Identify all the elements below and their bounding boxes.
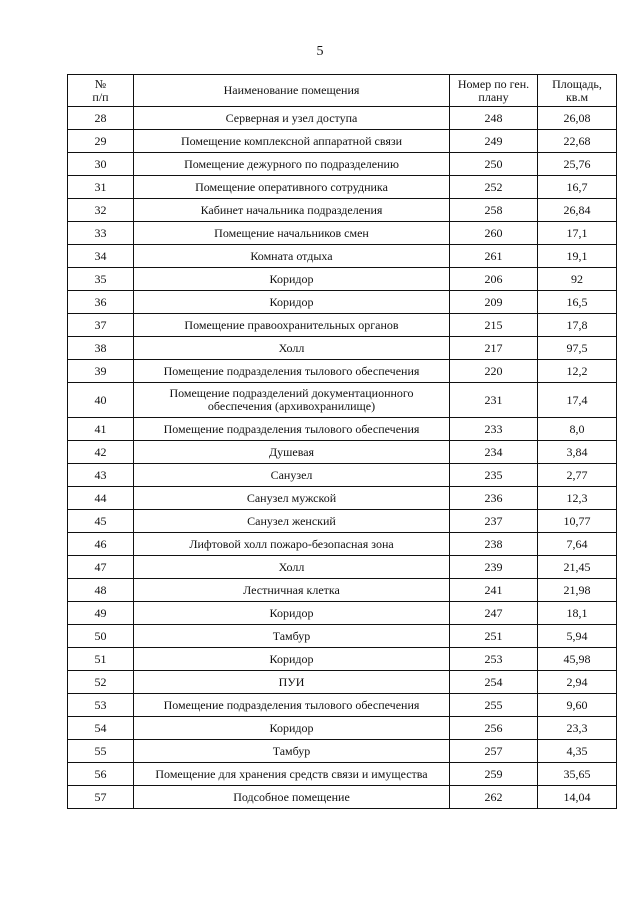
plan-number: 249 bbox=[450, 130, 538, 153]
room-name: Помещение подразделения тылового обеспечения bbox=[134, 418, 450, 441]
row-number: 36 bbox=[68, 291, 134, 314]
table-row bbox=[68, 130, 617, 153]
plan-number: 248 bbox=[450, 107, 538, 130]
room-name: Санузел женский bbox=[134, 510, 450, 533]
room-area: 92 bbox=[538, 268, 617, 291]
room-name: Душевая bbox=[134, 441, 450, 464]
row-number: 52 bbox=[68, 671, 134, 694]
table-row bbox=[68, 717, 617, 740]
room-area: 23,3 bbox=[538, 717, 617, 740]
row-number: 55 bbox=[68, 740, 134, 763]
page-number: 5 bbox=[316, 44, 324, 59]
plan-number: 252 bbox=[450, 176, 538, 199]
table-row bbox=[68, 268, 617, 291]
plan-number: 250 bbox=[450, 153, 538, 176]
header-area: Площадь, кв.м bbox=[538, 75, 617, 107]
room-area: 35,65 bbox=[538, 763, 617, 786]
row-number: 48 bbox=[68, 579, 134, 602]
table-row bbox=[68, 533, 617, 556]
room-area: 25,76 bbox=[538, 153, 617, 176]
row-number: 56 bbox=[68, 763, 134, 786]
plan-number: 239 bbox=[450, 556, 538, 579]
plan-number: 251 bbox=[450, 625, 538, 648]
plan-number: 259 bbox=[450, 763, 538, 786]
room-name: Кабинет начальника подразделения bbox=[134, 199, 450, 222]
room-area: 16,7 bbox=[538, 176, 617, 199]
table-row bbox=[68, 176, 617, 199]
room-name: Санузел мужской bbox=[134, 487, 450, 510]
room-name: Коридор bbox=[134, 268, 450, 291]
table-row bbox=[68, 694, 617, 717]
room-name: Коридор bbox=[134, 648, 450, 671]
room-area: 7,64 bbox=[538, 533, 617, 556]
room-area: 17,1 bbox=[538, 222, 617, 245]
room-area: 19,1 bbox=[538, 245, 617, 268]
table-row bbox=[68, 337, 617, 360]
room-area: 26,08 bbox=[538, 107, 617, 130]
header-room-name: Наименование помещения bbox=[134, 75, 450, 107]
row-number: 49 bbox=[68, 602, 134, 625]
row-number: 54 bbox=[68, 717, 134, 740]
plan-number: 241 bbox=[450, 579, 538, 602]
table-row bbox=[68, 786, 617, 809]
room-name: Помещение комплексной аппаратной связи bbox=[134, 130, 450, 153]
table-row bbox=[68, 418, 617, 441]
plan-number: 206 bbox=[450, 268, 538, 291]
room-area: 8,0 bbox=[538, 418, 617, 441]
table-row bbox=[68, 199, 617, 222]
plan-number: 215 bbox=[450, 314, 538, 337]
row-number: 45 bbox=[68, 510, 134, 533]
room-name: Помещение подразделения тылового обеспечения bbox=[134, 360, 450, 383]
plan-number: 257 bbox=[450, 740, 538, 763]
row-number: 44 bbox=[68, 487, 134, 510]
row-number: 43 bbox=[68, 464, 134, 487]
plan-number: 236 bbox=[450, 487, 538, 510]
room-name: Серверная и узел доступа bbox=[134, 107, 450, 130]
row-number: 33 bbox=[68, 222, 134, 245]
plan-number: 260 bbox=[450, 222, 538, 245]
room-name: Подсобное помещение bbox=[134, 786, 450, 809]
room-area: 22,68 bbox=[538, 130, 617, 153]
row-number: 50 bbox=[68, 625, 134, 648]
room-name: Помещение оперативного сотрудника bbox=[134, 176, 450, 199]
table-row bbox=[68, 763, 617, 786]
room-name: Помещение для хранения средств связи и имущества bbox=[134, 763, 450, 786]
rooms-table bbox=[67, 74, 617, 809]
plan-number: 258 bbox=[450, 199, 538, 222]
room-area: 45,98 bbox=[538, 648, 617, 671]
table-row bbox=[68, 360, 617, 383]
room-area: 9,60 bbox=[538, 694, 617, 717]
table-row bbox=[68, 740, 617, 763]
room-name: Лестничная клетка bbox=[134, 579, 450, 602]
plan-number: 247 bbox=[450, 602, 538, 625]
row-number: 30 bbox=[68, 153, 134, 176]
table-row bbox=[68, 314, 617, 337]
row-number: 42 bbox=[68, 441, 134, 464]
room-name: Помещение подразделений документационного обеспечения (архивохранилище) bbox=[134, 383, 450, 418]
table-row bbox=[68, 487, 617, 510]
room-area: 17,8 bbox=[538, 314, 617, 337]
row-number: 34 bbox=[68, 245, 134, 268]
room-area: 3,84 bbox=[538, 441, 617, 464]
room-name: Коридор bbox=[134, 291, 450, 314]
header-number: № п/п bbox=[68, 75, 134, 107]
plan-number: 255 bbox=[450, 694, 538, 717]
row-number: 40 bbox=[68, 383, 134, 418]
row-number: 29 bbox=[68, 130, 134, 153]
room-name: Коридор bbox=[134, 602, 450, 625]
room-name: Лифтовой холл пожаро-безопасная зона bbox=[134, 533, 450, 556]
row-number: 38 bbox=[68, 337, 134, 360]
table-row bbox=[68, 602, 617, 625]
row-number: 32 bbox=[68, 199, 134, 222]
table-row bbox=[68, 153, 617, 176]
plan-number: 235 bbox=[450, 464, 538, 487]
plan-number: 233 bbox=[450, 418, 538, 441]
room-name: Санузел bbox=[134, 464, 450, 487]
table-row bbox=[68, 245, 617, 268]
plan-number: 253 bbox=[450, 648, 538, 671]
table-row bbox=[68, 556, 617, 579]
room-name: Холл bbox=[134, 556, 450, 579]
plan-number: 231 bbox=[450, 383, 538, 418]
table-row bbox=[68, 671, 617, 694]
room-name: Комната отдыха bbox=[134, 245, 450, 268]
plan-number: 256 bbox=[450, 717, 538, 740]
table-row bbox=[68, 383, 617, 418]
table-row bbox=[68, 291, 617, 314]
row-number: 37 bbox=[68, 314, 134, 337]
room-name: Помещение подразделения тылового обеспечения bbox=[134, 694, 450, 717]
row-number: 31 bbox=[68, 176, 134, 199]
table-row bbox=[68, 648, 617, 671]
row-number: 39 bbox=[68, 360, 134, 383]
plan-number: 262 bbox=[450, 786, 538, 809]
room-area: 21,45 bbox=[538, 556, 617, 579]
room-area: 26,84 bbox=[538, 199, 617, 222]
table-header-row bbox=[68, 75, 617, 107]
table-row bbox=[68, 579, 617, 602]
table-row bbox=[68, 107, 617, 130]
room-name: Холл bbox=[134, 337, 450, 360]
room-area: 18,1 bbox=[538, 602, 617, 625]
row-number: 28 bbox=[68, 107, 134, 130]
room-area: 4,35 bbox=[538, 740, 617, 763]
plan-number: 220 bbox=[450, 360, 538, 383]
room-name: Помещение начальников смен bbox=[134, 222, 450, 245]
room-area: 21,98 bbox=[538, 579, 617, 602]
row-number: 53 bbox=[68, 694, 134, 717]
row-number: 47 bbox=[68, 556, 134, 579]
table-row bbox=[68, 510, 617, 533]
room-area: 16,5 bbox=[538, 291, 617, 314]
header-plan-number: Номер по ген. плану bbox=[450, 75, 538, 107]
row-number: 51 bbox=[68, 648, 134, 671]
plan-number: 217 bbox=[450, 337, 538, 360]
room-area: 5,94 bbox=[538, 625, 617, 648]
room-name: Помещение дежурного по подразделению bbox=[134, 153, 450, 176]
table-row bbox=[68, 464, 617, 487]
row-number: 57 bbox=[68, 786, 134, 809]
plan-number: 238 bbox=[450, 533, 538, 556]
row-number: 35 bbox=[68, 268, 134, 291]
room-area: 12,2 bbox=[538, 360, 617, 383]
room-area: 12,3 bbox=[538, 487, 617, 510]
plan-number: 254 bbox=[450, 671, 538, 694]
plan-number: 209 bbox=[450, 291, 538, 314]
room-name: Помещение правоохранительных органов bbox=[134, 314, 450, 337]
room-name: Коридор bbox=[134, 717, 450, 740]
room-area: 2,94 bbox=[538, 671, 617, 694]
plan-number: 261 bbox=[450, 245, 538, 268]
room-area: 10,77 bbox=[538, 510, 617, 533]
plan-number: 234 bbox=[450, 441, 538, 464]
row-number: 41 bbox=[68, 418, 134, 441]
room-name: Тамбур bbox=[134, 625, 450, 648]
table-row bbox=[68, 625, 617, 648]
room-area: 17,4 bbox=[538, 383, 617, 418]
room-area: 14,04 bbox=[538, 786, 617, 809]
table-row bbox=[68, 222, 617, 245]
room-name: ПУИ bbox=[134, 671, 450, 694]
table-row bbox=[68, 441, 617, 464]
room-area: 97,5 bbox=[538, 337, 617, 360]
room-area: 2,77 bbox=[538, 464, 617, 487]
room-name: Тамбур bbox=[134, 740, 450, 763]
plan-number: 237 bbox=[450, 510, 538, 533]
row-number: 46 bbox=[68, 533, 134, 556]
